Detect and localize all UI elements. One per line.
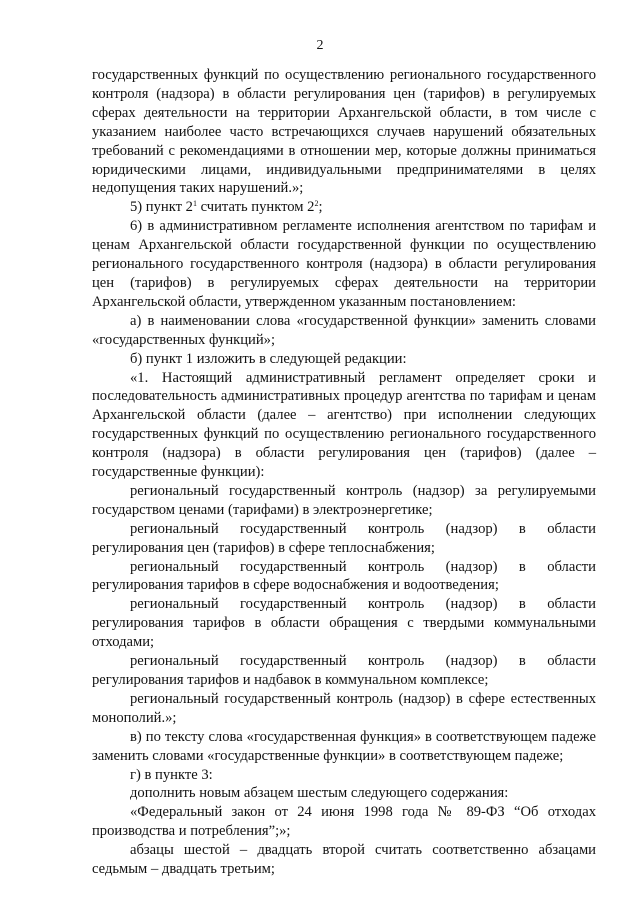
paragraph-item-5 xyxy=(92,198,596,217)
paragraph-renumber-abzacs: абзацы шестой – двадцать второй считать соответственно абзацами седьмым – двадцать третьим; xyxy=(92,842,596,878)
paragraph-control-communal-complex: региональный государственный контроль (надзор) в области регулирования тарифов и надбавок в коммунальном комплексе; xyxy=(92,653,596,688)
paragraph-subitem-a: а) в наименовании слова «государственной функции» заменить словами «государственных функций»; xyxy=(92,312,596,348)
paragraph-control-natural-monopolies: региональный государственный контроль (надзор) в сфере естественных монополий.»; xyxy=(92,690,596,726)
paragraph-continuation: государственных функций по осуществлению регионального государственного контроля (надзора) в области регулирования цен (тарифов) в регулируемых сферах деятельности на территории Архангельской области, в том числе с указанием наиболее часто встречающихся случаев нарушений обязательных требований с рекомендациями в отношении мер, которые должны приниматься юридическими лицами, индивидуальными предпринимателями в целях недопущения таких нарушений.»; xyxy=(92,67,596,197)
document-body xyxy=(92,66,596,879)
paragraph-add-new-abzac: дополнить новым абзацем шестым следующего содержания: xyxy=(130,785,509,802)
page-number: 2 xyxy=(316,38,324,53)
paragraph-subitem-b: б) пункт 1 изложить в следующей редакции: xyxy=(130,350,407,367)
item-5-superscript-2: 2 xyxy=(314,199,319,209)
paragraph-control-water-supply: региональный государственный контроль (надзор) в области регулирования тарифов в сфере водоснабжения и водоотведения; xyxy=(92,558,596,594)
item-5-text-after: ; xyxy=(318,199,323,216)
item-5-text-before: 5) пункт 2 xyxy=(130,199,193,216)
item-5-superscript-1: 1 xyxy=(192,199,197,209)
paragraph-control-heat-supply: региональный государственный контроль (надзор) в области регулирования цен (тарифов) в сфере теплоснабжения; xyxy=(92,520,596,556)
paragraph-item-6: 6) в административном регламенте исполнения агентством по тарифам и ценам Архангельской области государственной функции по осуществлению регионального государственного контроля (надзора) в области регулирования цен (тарифов) в регулируемых сферах деятельности на территории Архангельской области, утвержденном указанным постановлением: xyxy=(92,218,596,310)
paragraph-quoted-point-1: «1. Настоящий административный регламент определяет сроки и последовательность административных процедур агентства по тарифам и ценам Архангельской области (далее – агентство) при исполнении следующих государственных функций по осуществлению регионального государственного контроля (надзора) в области регулирования цен (тарифов) (далее – государственные функции): xyxy=(92,369,596,481)
paragraph-federal-law: «Федеральный закон от 24 июня 1998 года № 89-ФЗ “Об отходах производства и потребления”;»; xyxy=(92,804,596,840)
item-5-text-middle: считать пунктом 2 xyxy=(196,199,315,216)
paragraph-subitem-g: г) в пункте 3: xyxy=(130,766,213,783)
paragraph-subitem-v: в) по тексту слова «государственная функция» в соответствующем падеже заменить словами «государственные функции» в соответствующем падеже; xyxy=(92,728,596,764)
paragraph-control-electricity: региональный государственный контроль (надзор) за регулируемыми государством ценами (тарифами) в электроэнергетике; xyxy=(92,482,596,518)
paragraph-control-solid-waste: региональный государственный контроль (надзор) в области регулирования тарифов в области обращения с твердыми коммунальными отходами; xyxy=(92,596,596,651)
